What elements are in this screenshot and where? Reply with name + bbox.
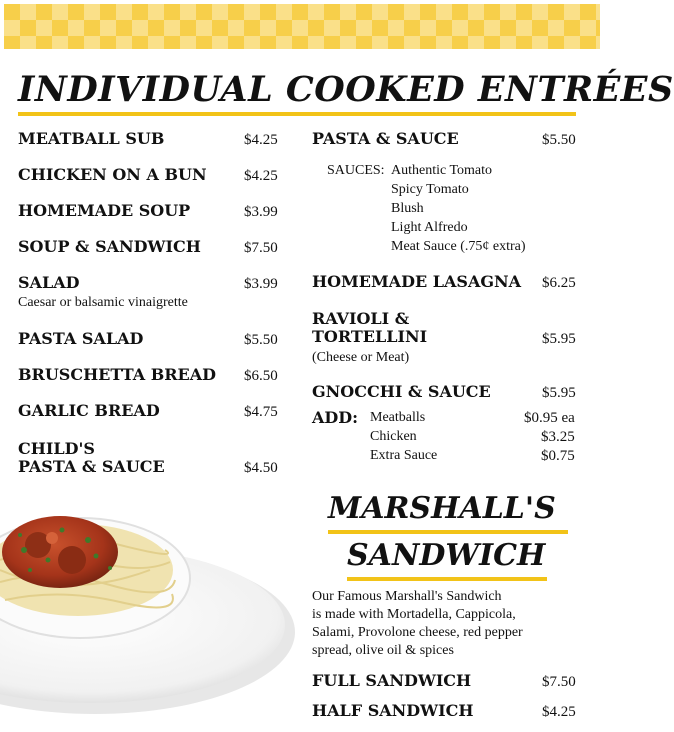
ravioli-price: $5.95 (542, 331, 576, 347)
menu-item-note: Caesar or balsamic vinaigrette (18, 295, 188, 310)
half-sandwich-price: $4.25 (542, 704, 576, 720)
sandwich-heading-underline (328, 530, 568, 534)
ravioli-name: RAVIOLI & (312, 309, 410, 328)
pasta-plate-image (0, 490, 300, 732)
sandwich-description: is made with Mortadella, Cappicola, (312, 607, 516, 622)
add-item-price: $3.25 (541, 429, 575, 445)
sauces-label: SAUCES: (327, 163, 385, 178)
lasagna-price: $6.25 (542, 275, 576, 291)
add-item-name: Chicken (370, 429, 417, 444)
sandwich-description: Salami, Provolone cheese, red pepper (312, 625, 523, 640)
pasta-sauce-name: PASTA & SAUCE (312, 129, 459, 148)
sandwich-heading: SANDWICH (347, 538, 546, 573)
menu-item-price: $4.25 (244, 132, 278, 148)
menu-item-price: $4.75 (244, 404, 278, 420)
sandwich-heading: MARSHALL'S (328, 491, 556, 526)
sandwich-heading-underline (347, 577, 547, 581)
menu-item-name: BRUSCHETTA BREAD (18, 365, 217, 384)
sauce-option: Blush (391, 201, 424, 216)
menu-item-name: HOMEMADE SOUP (18, 201, 191, 220)
gnocchi-name: GNOCCHI & SAUCE (312, 382, 491, 401)
menu-item-price: $5.50 (244, 332, 278, 348)
decorative-banner (4, 4, 600, 49)
full-sandwich-price: $7.50 (542, 674, 576, 690)
pasta-sauce-price: $5.50 (542, 132, 576, 148)
sauce-option: Meat Sauce (.75¢ extra) (391, 239, 526, 254)
menu-item-price: $7.50 (244, 240, 278, 256)
menu-item-name: PASTA SALAD (18, 329, 144, 348)
sauce-option: Light Alfredo (391, 220, 468, 235)
half-sandwich-name: HALF SANDWICH (312, 701, 474, 720)
add-item-name: Meatballs (370, 410, 426, 425)
add-label: ADD: (312, 408, 359, 427)
sauce-option: Authentic Tomato (391, 163, 493, 178)
menu-item-name: CHICKEN ON A BUN (18, 165, 207, 184)
menu-item-name: PASTA & SAUCE (18, 457, 165, 476)
menu-item-name: SALAD (18, 273, 80, 292)
sandwich-description: Our Famous Marshall's Sandwich (312, 589, 502, 604)
add-item-price: $0.75 (541, 448, 575, 464)
gnocchi-price: $5.95 (542, 385, 576, 401)
lasagna-name: HOMEMADE LASAGNA (312, 272, 522, 291)
page-title: INDIVIDUAL COOKED ENTRÉES (18, 69, 674, 110)
sandwich-description: spread, olive oil & spices (312, 643, 454, 658)
menu-item-price: $6.50 (244, 368, 278, 384)
menu-item-price: $3.99 (244, 276, 278, 292)
menu-item-name: CHILD'S (18, 439, 95, 458)
title-underline (18, 112, 576, 116)
menu-item-name: GARLIC BREAD (18, 401, 160, 420)
full-sandwich-name: FULL SANDWICH (312, 671, 472, 690)
ravioli-name: TORTELLINI (312, 327, 428, 346)
add-item-name: Extra Sauce (370, 448, 438, 463)
menu-item-price: $4.50 (244, 460, 278, 476)
sauce-option: Spicy Tomato (391, 182, 469, 197)
menu-item-price: $3.99 (244, 204, 278, 220)
menu-item-name: SOUP & SANDWICH (18, 237, 201, 256)
menu-item-price: $4.25 (244, 168, 278, 184)
ravioli-note: (Cheese or Meat) (312, 350, 410, 365)
menu-item-name: MEATBALL SUB (18, 129, 165, 148)
add-item-price: $0.95 ea (524, 410, 575, 426)
